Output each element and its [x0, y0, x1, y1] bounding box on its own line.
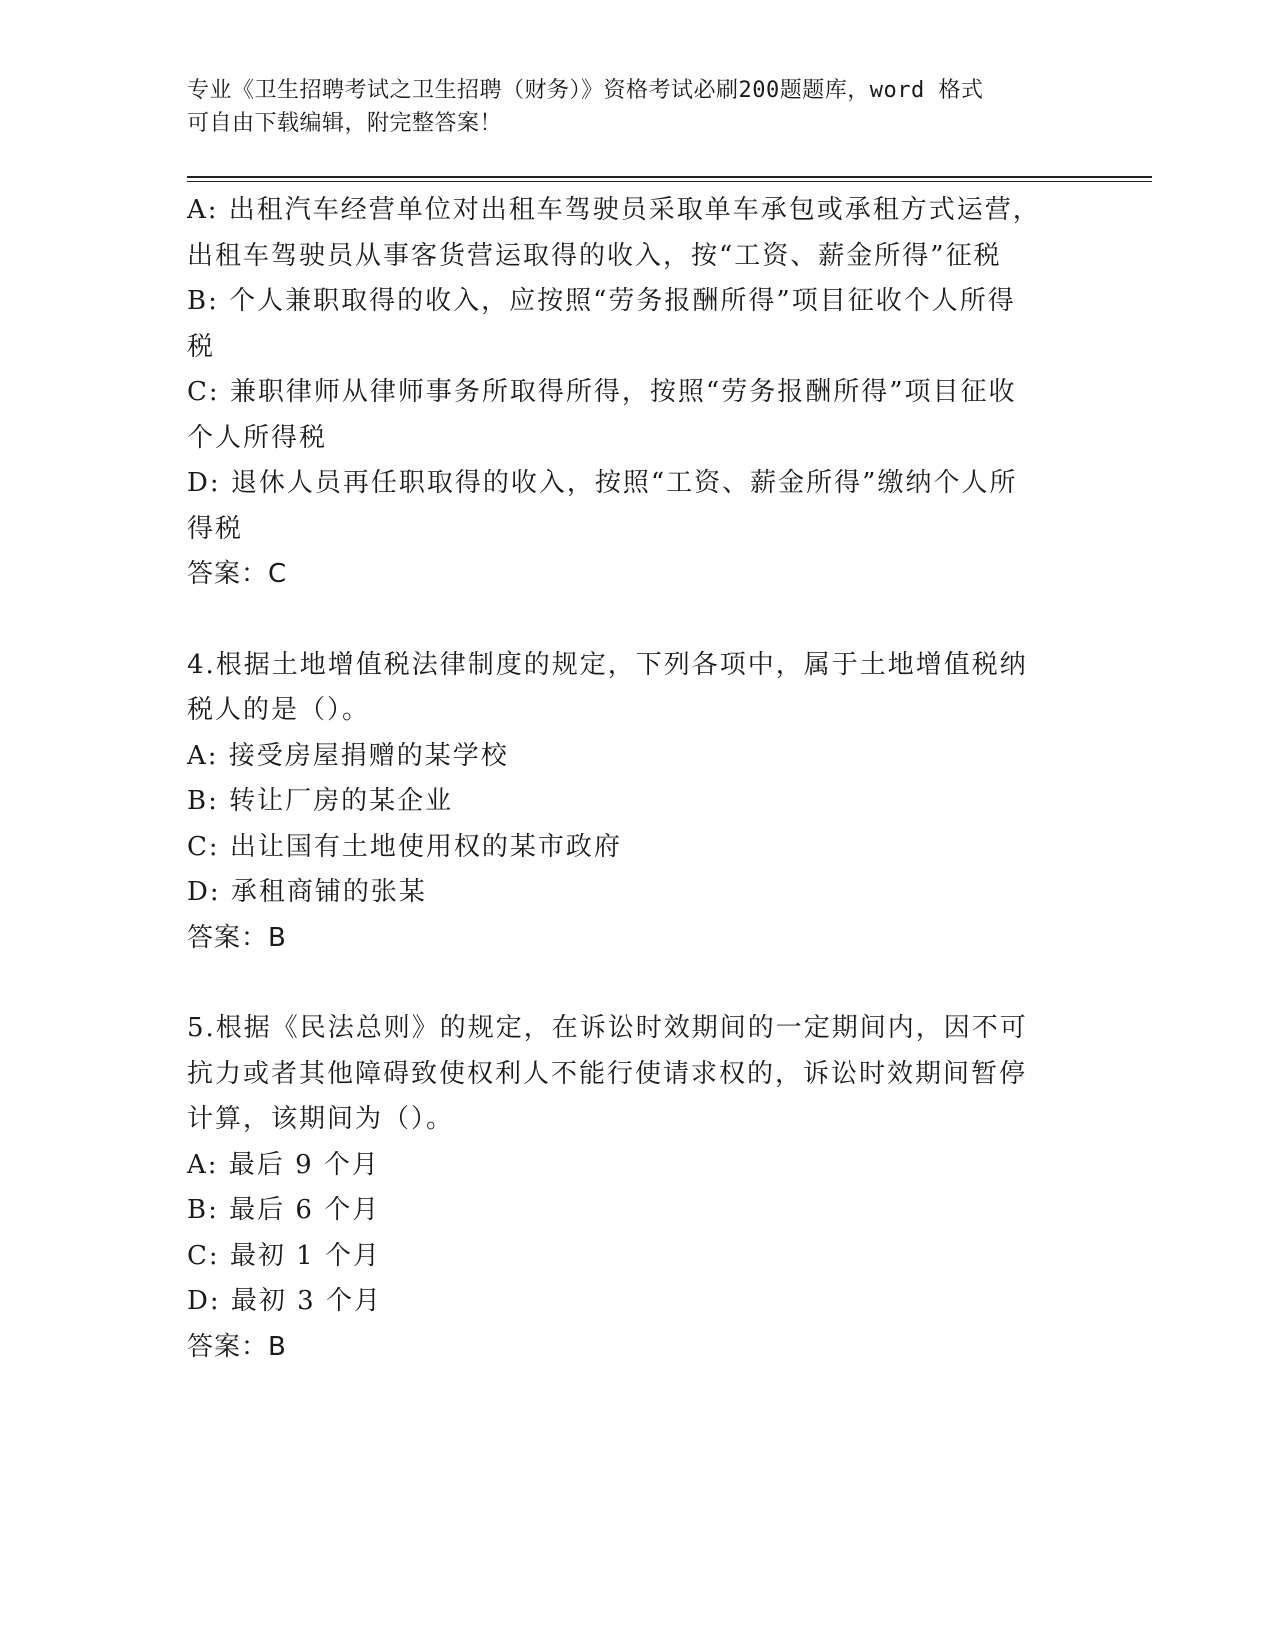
- q3-option-a-line-2: 出租车驾驶员从事客货营运取得的收入，按“工资、薪金所得”征税: [187, 240, 1002, 271]
- q4-answer: 答案：B: [187, 922, 287, 953]
- q4-option-d: D: 承租商铺的张某: [187, 877, 427, 907]
- q5-option-b: B: 最后 6 个月: [187, 1195, 381, 1225]
- q5-option-d: D: 最初 3 个月: [187, 1286, 382, 1316]
- q5-option-c: C: 最初 1 个月: [187, 1240, 381, 1271]
- q4-question-line-1: 4.根据土地增值税法律制度的规定，下列各项中，属于土地增值税纳: [187, 649, 1028, 680]
- header-title-line-1: 专业《卫生招聘考试之卫生招聘（财务）》资格考试必刷200题题库，word 格式: [187, 78, 984, 103]
- q3-answer: 答案：C: [187, 559, 288, 589]
- question-5-block: [187, 1006, 1077, 1370]
- q5-question-line-1: 5.根据《民法总则》的规定，在诉讼时效期间的一定期间内，因不可: [187, 1013, 1028, 1043]
- q5-question-line-3: 计算，该期间为（）。: [187, 1104, 455, 1134]
- q4-option-c: C: 出让国有土地使用权的某市政府: [187, 831, 622, 862]
- q4-option-b: B: 转让厂房的某企业: [187, 786, 454, 816]
- q4-option-a: A: 接受房屋捐赠的某学校: [187, 740, 509, 771]
- q3-option-b-line-2: 税: [187, 331, 216, 362]
- document-body: [187, 188, 1077, 1370]
- q3-option-d-line-2: 得税: [187, 513, 244, 544]
- spacer: [187, 598, 1077, 643]
- header-title-line-2: 可自由下载编辑，附完整答案！: [187, 111, 503, 136]
- q3-option-c-line-2: 个人所得税: [187, 422, 328, 453]
- question-3-block: [187, 188, 1077, 598]
- q3-option-b-line-1: B: 个人兼职取得的收入，应按照“劳务报酬所得”项目征收个人所得: [187, 286, 1016, 316]
- q3-option-d-line-1: D: 退休人员再任职取得的收入，按照“工资、薪金所得”缴纳个人所: [187, 468, 1018, 498]
- spacer: [187, 961, 1077, 1006]
- header-divider-thin: [187, 181, 1152, 182]
- question-4-block: [187, 643, 1077, 962]
- q4-question-line-2: 税人的是（）。: [187, 695, 371, 725]
- document-header: [187, 74, 1067, 140]
- q3-option-c-line-1: C: 兼职律师从律师事务所取得所得，按照“劳务报酬所得”项目征收: [187, 377, 1017, 407]
- q5-option-a: A: 最后 9 个月: [187, 1149, 380, 1180]
- header-divider: [187, 176, 1152, 178]
- q5-answer: 答案：B: [187, 1331, 287, 1362]
- q3-option-a-line-1: A: 出租汽车经营单位对出租车驾驶员采取单车承包或承租方式运营，: [187, 195, 1041, 225]
- q5-question-line-2: 抗力或者其他障碍致使权利人不能行使请求权的，诉讼时效期间暂停: [187, 1058, 1028, 1089]
